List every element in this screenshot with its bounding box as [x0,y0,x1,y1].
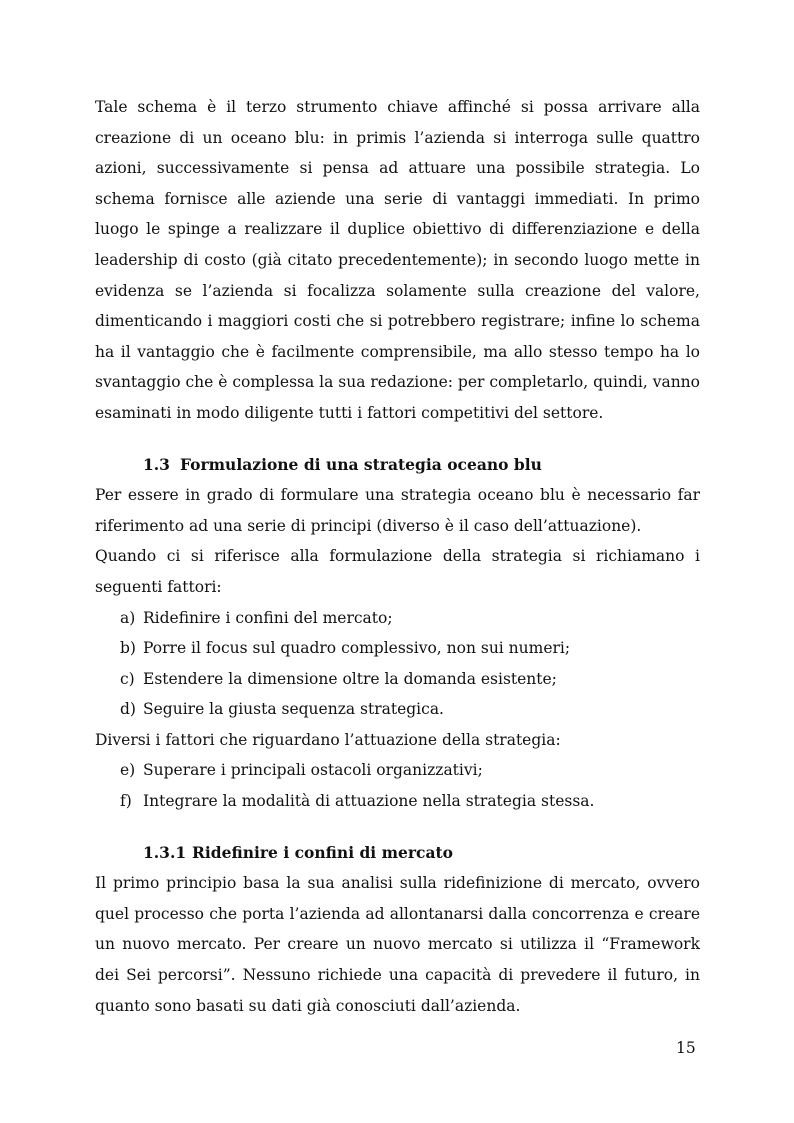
list-marker: b) [120,639,136,658]
section-intro-paragraph: Per essere in grado di formulare una strategia oceano blu è necessario far riferimento ad una serie di principi (diverso è il caso dell’attuazione). [95,486,700,535]
implementation-intro-paragraph: Diversi i fattori che riguardano l’attuazione della strategia: [95,730,561,749]
list-item-text: Estendere la dimensione oltre la domanda esistente; [143,669,557,688]
list-marker: d) [120,700,136,719]
subsection-heading [95,838,700,869]
subsection-body-paragraph: Il primo principio basa la sua analisi sulla ridefinizione di mercato, ovvero quel processo che porta l’azienda ad allontanarsi dalla concorrenza e creare un nuovo mercato. Per creare un nuovo mercato si utilizza il “Framework dei Sei percorsi”. Nessuno richiede una capacità di prevedere il futuro, in quanto sono basati su dati già conosciuti dall’azienda. [95,874,700,1015]
page-number: 15 [676,1039,696,1057]
list-marker: a) [120,608,136,627]
subsection-title: Ridefinire i confini di mercato [192,842,454,862]
list-item-text: Integrare la modalità di attuazione nella strategia stessa. [143,792,595,811]
section-number: 1.3 [143,454,170,474]
list-item [95,755,700,786]
list-item [95,633,700,664]
list-marker: e) [120,761,136,780]
list-item [95,694,700,725]
list-marker: c) [120,669,135,688]
document-page [95,92,700,1021]
list-item [95,786,700,817]
formulation-intro-paragraph: Quando ci si riferisce alla formulazione della strategia si richiamano i seguenti fattori: [95,547,700,596]
list-marker: f) [120,792,132,811]
formulation-list [95,603,700,725]
subsection-number: 1.3.1 [143,842,187,862]
list-item [95,603,700,634]
list-item-text: Porre il focus sul quadro complessivo, non sui numeri; [143,639,571,658]
body-paragraph: Tale schema è il terzo strumento chiave affinché si possa arrivare alla creazione di un oceano blu: in primis l’azienda si interroga sulle quattro azioni, successivamente si pensa ad attuare una possibile strategia. Lo schema fornisce alle aziende una serie di vantaggi immediati. In primo luogo le spinge a realizzare il duplice obiettivo di differenziazione e della leadership di costo (già citato precedentemente); in secondo luogo mette in evidenza se l’azienda si focalizza solamente sulla creazione del valore, dimenticando i maggiori costi che si potrebbero registrare; infine lo schema ha il vantaggio che è facilmente comprensibile, ma allo stesso tempo ha lo svantaggio che è complessa la sua redazione: per completarlo, quindi, vanno esaminati in modo diligente tutti i fattori competitivi del settore. [95,98,700,422]
section-title: Formulazione di una strategia oceano blu [180,454,542,474]
list-item-text: Superare i principali ostacoli organizzativi; [143,761,483,780]
list-item [95,664,700,695]
list-item-text: Ridefinire i confini del mercato; [143,608,393,627]
implementation-list [95,755,700,816]
section-heading [95,450,700,481]
list-item-text: Seguire la giusta sequenza strategica. [143,700,444,719]
